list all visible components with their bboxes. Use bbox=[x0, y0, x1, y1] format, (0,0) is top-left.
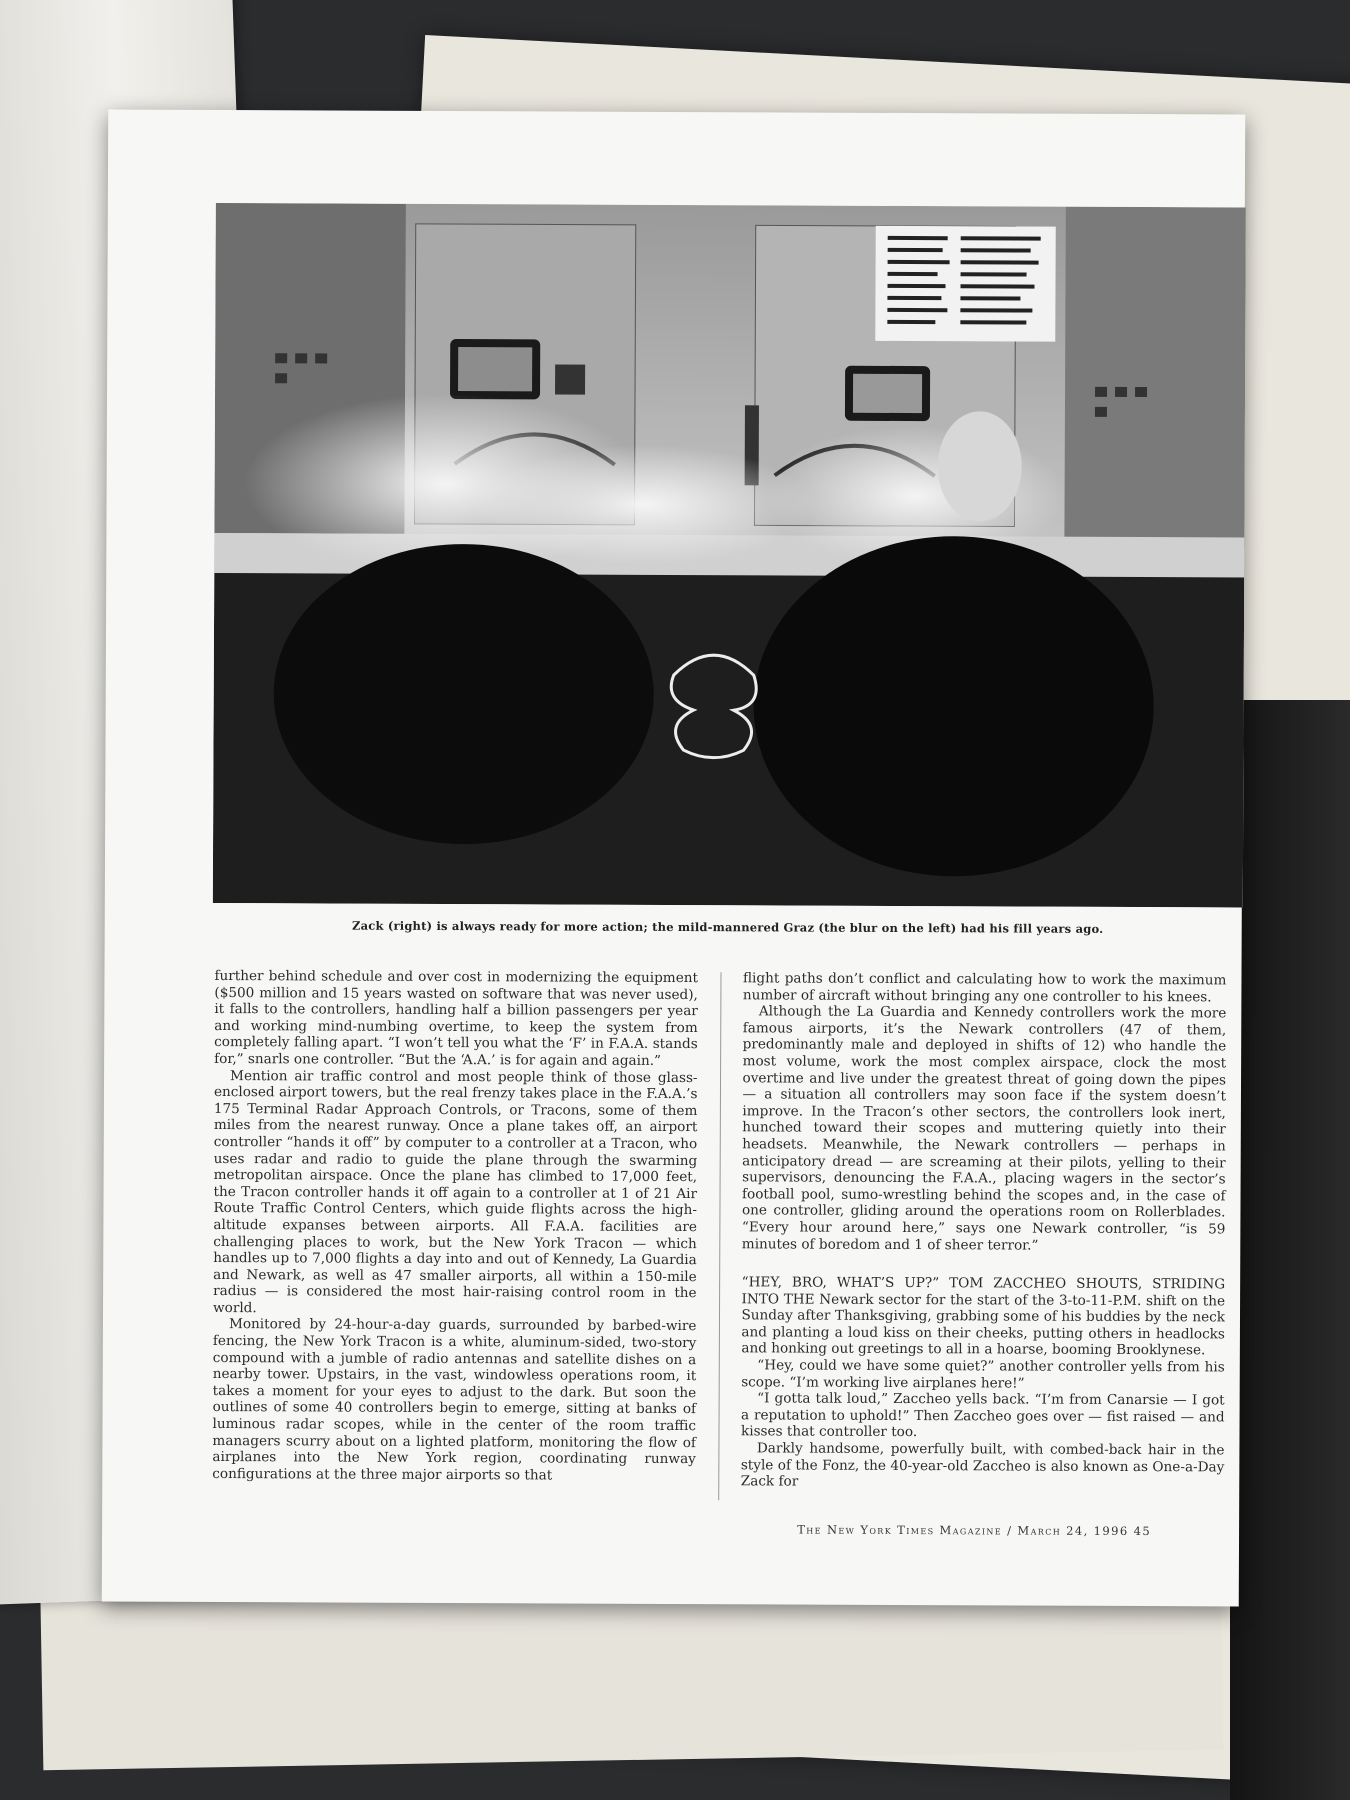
paragraph: “I gotta talk loud,” Zaccheo yells back. “I’m from Canarsie — I got a reputation to uphold!” Then Zaccheo goes over — fist raised — and kisses that controller too. bbox=[740, 1390, 1225, 1441]
article-body bbox=[212, 968, 1226, 1502]
desk-edge bbox=[1230, 700, 1350, 1800]
page-footer: The New York Times Magazine / March 24, 1996 45 bbox=[797, 1522, 1152, 1539]
article-column-left bbox=[212, 968, 698, 1500]
paragraph: Darkly handsome, powerfully built, with combed-back hair in the style of the Fonz, the 40-year-old Zaccheo is also known as One-a-Day Zack for bbox=[740, 1440, 1225, 1490]
paragraph: “Hey, could we have some quiet?” another controller yells from his scope. “I’m working live airplanes here!” bbox=[741, 1357, 1225, 1392]
paragraph: Mention air traffic control and most people think of those glass-enclosed airport towers, but the real frenzy takes place in the F.A.A.’s 175 Terminal Radar Approach Controls, or Tracons, some of them miles from the nearest runway. Once a plane takes off, an airport controller “hands it off” by computer to a controller at a Tracon, who uses radar and radio to guide the plane through the swarming metropolitan airspace. Once the plane has climbed to 17,000 feet, the Tracon controller hands it off again to a controller at 1 of 21 Air Route Traffic Control Centers, which guide flights across the high-altitude expanses between airports. All F.A.A. facilities are challenging places to work, but the New York Tracon — which handles up to 7,000 flights a day into and out of Kennedy, La Guardia and Newark, as well as 47 smaller airports, all within a 150-mile radius — is considered the most hair-raising control room in the world. bbox=[212, 1067, 698, 1317]
photo-caption: Zack (right) is always ready for more action; the mild-mannered Graz (the blur on the left) had his fill years ago. bbox=[352, 918, 1104, 936]
paragraph: Although the La Guardia and Kennedy controllers work the more famous airports, it’s the Newark controllers (47 of them, predominantly male and deployed in shifts of 12) who handle the most volume, work the most complex airspace, clock the most overtime and live under the greatest threat of going down the pipes — a situation all controllers may soon face if the system doesn’t improve. In the Tracon’s other sectors, the controllers look inert, hunched toward their scopes and muttering quietly into their headsets. Meanwhile, the Newark controllers — perhaps in anticipatory dread — are screaming at their pilots, yelling to their supervisors, denouncing the F.A.A., placing wagers in the sector’s football pool, sumo-wrestling behind the scopes and, in the case of one controller, gliding around the operations room on Rollerblades. “Every hour around here,” says one Newark controller, “is 59 minutes of boredom and 1 of sheer terror.” bbox=[741, 1003, 1227, 1254]
paragraph: flight paths don’t conflict and calculating how to work the maximum number of aircraft without bringing any one controller to his knees. bbox=[742, 970, 1227, 1005]
paragraph: Monitored by 24-hour-a-day guards, surrounded by barbed-wire fencing, the New York Tracon is a white, aluminum-sided, two-story compound with a jumble of radio antennas and satellite dishes on a nearby tower. Upstairs, in the vast, windowless operations room, it takes a moment for your eyes to adjust to the dark. But soon the outlines of some 40 controllers begin to emerge, sitting at banks of luminous radar scopes, while in the center of the room traffic managers scurry about on a lighted platform, monitoring the flow of airplanes into the New York region, coordinating runway configurations at the three major airports so that bbox=[212, 1316, 697, 1484]
article-photo bbox=[213, 203, 1246, 907]
column-divider bbox=[718, 972, 721, 1500]
paragraph: further behind schedule and over cost in modernizing the equipment ($500 million and 15 years wasted on software that was never used), it falls to the controllers, handling half a billion passengers per year and working mind-numbing overtime, to keep the system from completely falling apart. “I won’t tell you what the ‘F’ in F.A.A. stands for,” snarls one controller. “But the ‘A.A.’ is for again and again.” bbox=[214, 967, 699, 1069]
section-lead-paragraph: “HEY, BRO, WHAT’S UP?” TOM ZACCHEO SHOUTS, STRIDING INTO THE Newark sector for the start of the 3-to-11-P.M. shift on the Sunday after Thanksgiving, grabbing some of his buddies by the neck and planting a loud kiss on their cheeks, putting others in headlocks and honking out greetings to all in a hoarse, booming Brooklynese. bbox=[741, 1274, 1226, 1359]
magazine-page bbox=[102, 110, 1245, 1607]
control-room-photo bbox=[213, 203, 1246, 907]
article-column-right bbox=[741, 970, 1227, 1502]
